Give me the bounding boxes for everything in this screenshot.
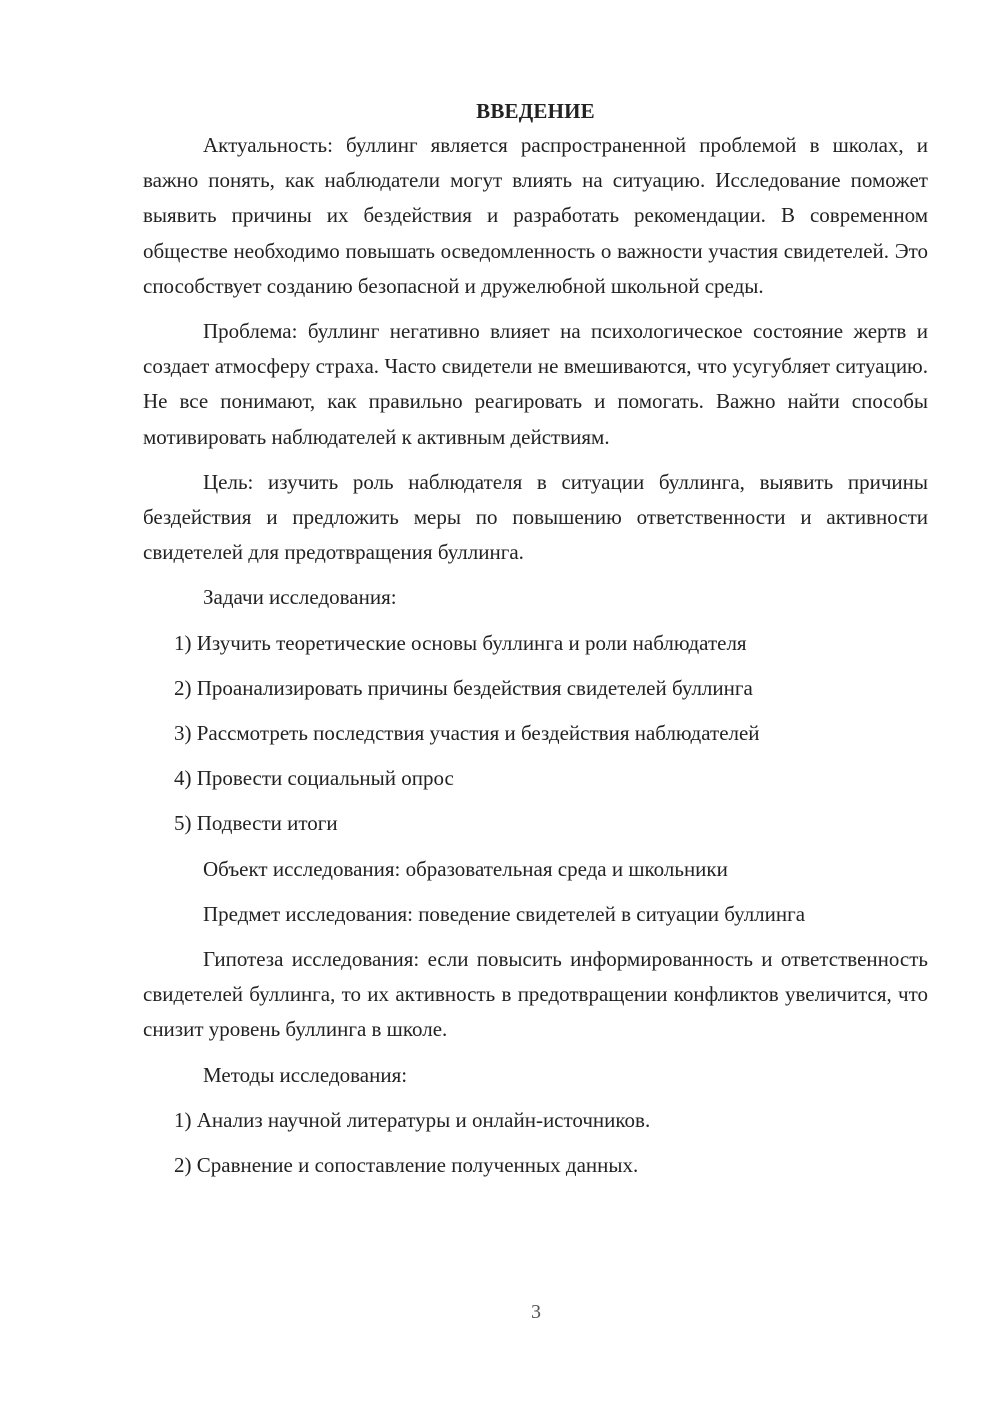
method-item: 2) Сравнение и сопоставление полученных данных. bbox=[174, 1153, 639, 1178]
page-content bbox=[143, 94, 928, 1193]
task-item: 1) Изучить теоретические основы буллинга и роли наблюдателя bbox=[174, 630, 747, 655]
problem-paragraph: Проблема: буллинг негативно влияет на психологическое состояние жертв и создает атмосферу страха. Часто свидетели не вмешиваются, что усугубляет ситуацию. Не все понимают, как правильно реагировать и помогать. Важно найти способы мотивировать наблюдателей к активным действиям. bbox=[143, 319, 928, 449]
hypothesis-paragraph: Гипотеза исследования: если повысить информированность и ответственность свидетелей буллинга, то их активность в предотвращении конфликтов увеличится, что снизит уровень буллинга в школе. bbox=[143, 947, 928, 1042]
tasks-heading: Задачи исследования: bbox=[203, 585, 397, 610]
section-title: ВВЕДЕНИЕ bbox=[476, 99, 595, 123]
method-item: 1) Анализ научной литературы и онлайн-источников. bbox=[174, 1107, 651, 1132]
task-item: 4) Провести социальный опрос bbox=[174, 766, 454, 791]
task-item: 2) Проанализировать причины бездействия свидетелей буллинга bbox=[174, 675, 753, 700]
task-item: 5) Подвести итоги bbox=[174, 811, 338, 836]
page-number: 3 bbox=[531, 1301, 541, 1323]
methods-list bbox=[143, 1103, 928, 1183]
goal-paragraph: Цель: изучить роль наблюдателя в ситуации буллинга, выявить причины бездействия и предложить меры по повышению ответственности и активности свидетелей для предотвращения буллинга. bbox=[143, 469, 928, 565]
relevance-paragraph: Актуальность: буллинг является распространенной проблемой в школах, и важно понять, как наблюдатели могут влиять на ситуацию. Исследование поможет выявить причины их бездействия и разработать рекомендации. В современном обществе необходимо повышать осведомленность о важности участия свидетелей. Это способствует созданию безопасной и дружелюбной школьной среды. bbox=[143, 133, 928, 298]
tasks-list bbox=[143, 626, 928, 842]
research-subject: Предмет исследования: поведение свидетелей в ситуации буллинга bbox=[203, 901, 806, 926]
methods-heading: Методы исследования: bbox=[203, 1062, 408, 1087]
research-object: Объект исследования: образовательная среда и школьники bbox=[203, 856, 728, 881]
task-item: 3) Рассмотреть последствия участия и бездействия наблюдателей bbox=[174, 721, 760, 746]
